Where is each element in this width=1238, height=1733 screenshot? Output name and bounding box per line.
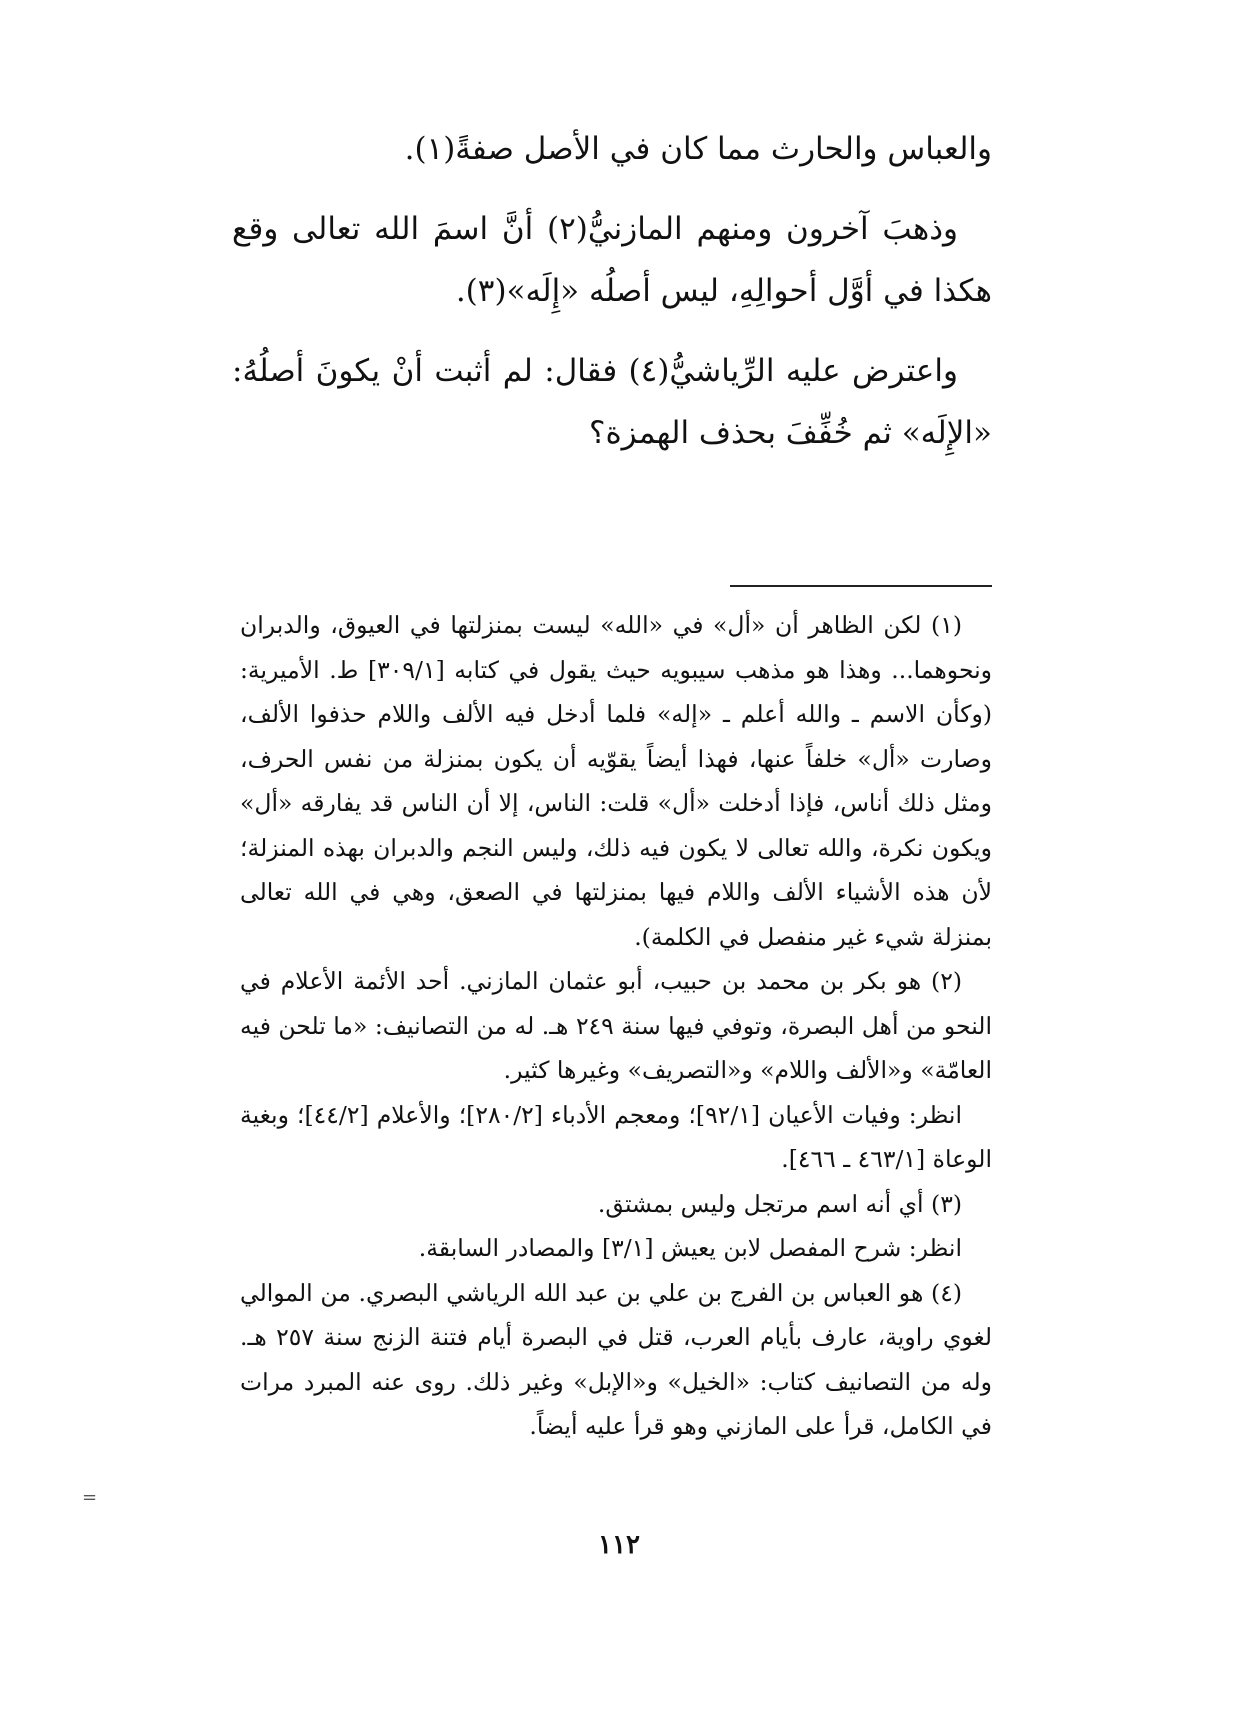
margin-mark: = <box>82 1487 98 1508</box>
footnote-2: (٢) هو بكر بن محمد بن حبيب، أبو عثمان المازني. أحد الأئمة الأعلام في النحو من أهل البصرة، وتوفي فيها سنة ٢٤٩ هـ. له من التصانيف: «ما تلحن فيه العامّة» و«الألف واللام» و«التصريف» وغيرها كثير. <box>240 967 992 1084</box>
footnote-1: (١) لكن الظاهر أن «أل» في «الله» ليست بمنزلتها في العيوق، والدبران ونحوهما... وهذا هو مذهب سيبويه حيث يقول في كتابه [٣٠٩/١] ط. الأميرية: (وكأن الاسم ـ والله أعلم ـ «إله» فلما أدخل فيه الألف واللام حذفوا الألف، وصارت «أل» خلفاً عنها، فهذا أيضاً يقوّيه أن يكون بمنزلة من نفس الحرف، ومثل ذلك أناس، فإذا أدخلت «أل» قلت: الناس، إلا أن الناس قد يفارقه «أل» ويكون نكرة، والله تعالى لا يكون فيه ذلك، وليس النجم والدبران بهذه المنزلة؛ لأن هذه الأشياء الألف واللام فيها بمنزلتها في الصعق، وهي في الله تعالى بمنزلة شيء غير منفصل في الكلمة). <box>240 611 993 951</box>
page-number: ١١٢ <box>598 1530 640 1560</box>
footnotes <box>240 603 992 1449</box>
main-paragraph-3: واعترض عليه الرِّياشيُّ(٤) فقال: لم أثبت أنْ يكونَ أصلُهُ: «الإِلَه» ثم خُفِّفَ بحذف الهمزة؟ <box>232 353 992 451</box>
main-text <box>232 118 992 482</box>
main-paragraph-2: وذهبَ آخرون ومنهم المازنيُّ(٢) أنَّ اسمَ الله تعالى وقع هكذا في أوَّل أحوالِهِ، ليس أصلُه «إِلَه»(٣). <box>232 211 992 309</box>
footnote-separator <box>730 585 992 587</box>
footnote-2-references: انظر: وفيات الأعيان [٩٢/١]؛ ومعجم الأدباء [٢٨٠/٢]؛ والأعلام [٤٤/٢]؛ وبغية الوعاة [٤٦٣/١ ـ ٤٦٦]. <box>240 1100 992 1173</box>
footnote-3: (٣) أي أنه اسم مرتجل وليس بمشتق. <box>597 1189 962 1218</box>
footnote-4: (٤) هو العباس بن الفرج بن علي بن عبد الله الرياشي البصري. من الموالي لغوي راوية، عارف بأيام العرب، قتل في البصرة أيام فتنة الزنج سنة ٢٥٧ هـ. وله من التصانيف كتاب: «الخيل» و«الإبل» وغير ذلك. روى عنه المبرد مرات في الكامل، قرأ على المازني وهو قرأ عليه أيضاً. <box>240 1278 993 1440</box>
main-paragraph-1: والعباس والحارث مما كان في الأصل صفةً(١). <box>404 131 992 167</box>
footnote-3-references: انظر: شرح المفصل لابن يعيش [٣/١] والمصادر السابقة. <box>418 1234 962 1262</box>
